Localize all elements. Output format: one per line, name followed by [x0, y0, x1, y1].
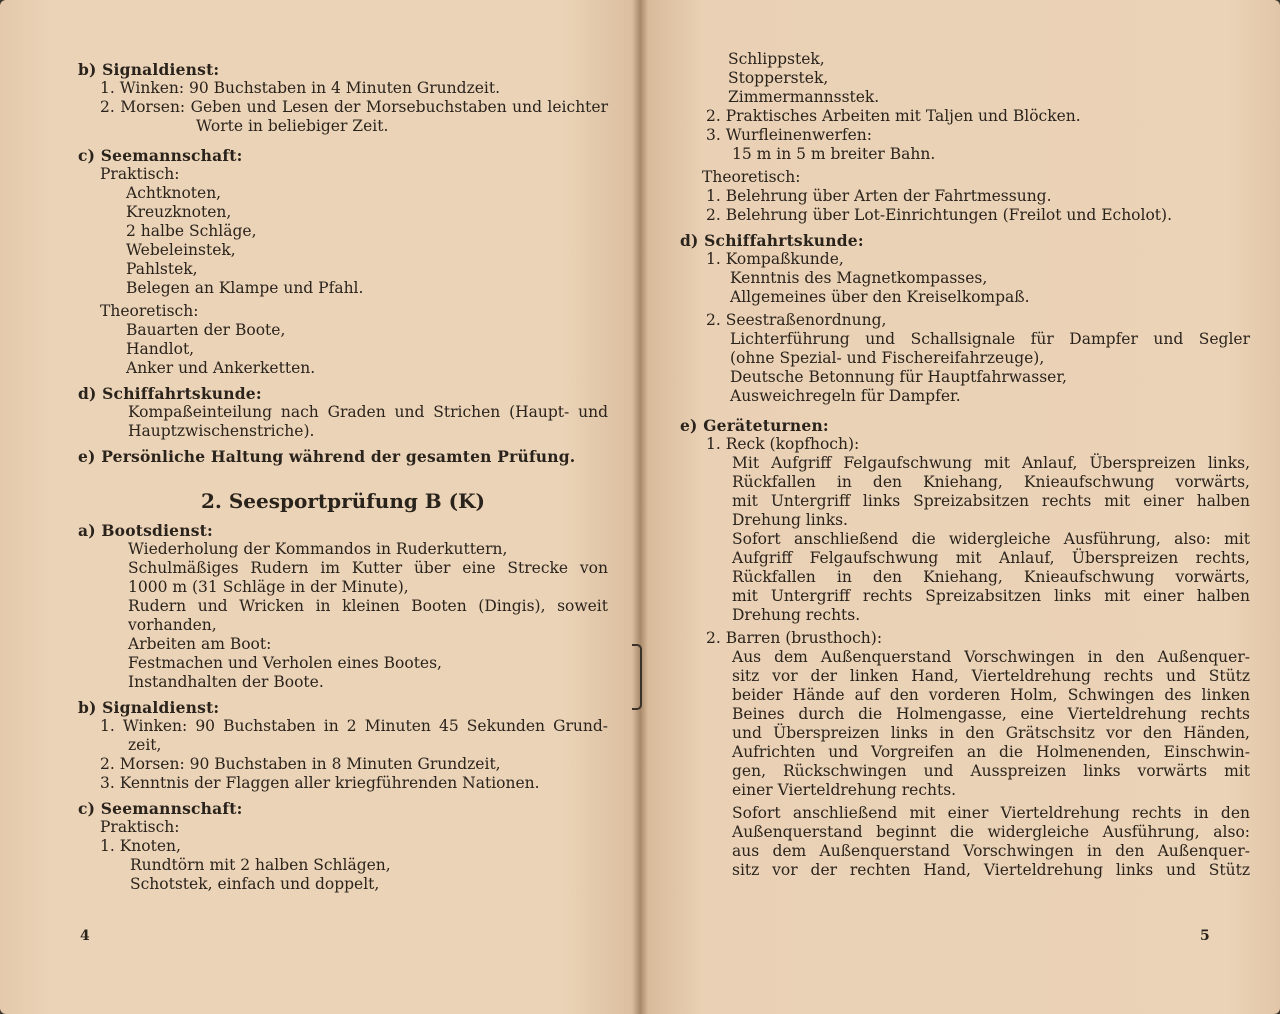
list-item: Bauarten der Boote, [126, 321, 286, 339]
paragraph-line: Aus dem Außenquerstand Vorschwingen in den Außenquer- [732, 648, 1250, 666]
paragraph-line: Lichterführung und Schallsignale für Dampfer und Segler [730, 330, 1250, 348]
subheading: Theoretisch: [702, 168, 801, 186]
left-page-content [78, 54, 608, 894]
section-title: e) Persönliche Haltung während der gesamten Prüfung. [78, 447, 576, 466]
list-item: 1. Winken: 90 Buchstaben in 2 Minuten 45 Sekunden Grund- [100, 717, 608, 735]
right-page [640, 0, 1280, 1014]
section-title: b) Signaldienst: [78, 60, 220, 79]
list-item: Achtknoten, [126, 184, 222, 202]
list-item: 2. Barren (brusthoch): [706, 629, 883, 647]
paragraph-line: Schulmäßiges Rudern im Kutter über eine Strecke von [128, 559, 608, 577]
list-item: Schotstek, einfach und doppelt, [130, 875, 380, 893]
list-item: 2. Belehrung über Lot-Einrichtungen (Freilot und Echolot). [706, 206, 1173, 224]
list-item: 1. Winken: 90 Buchstaben in 4 Minuten Grundzeit. [100, 79, 501, 97]
paragraph-line: vorhanden, [128, 616, 217, 634]
list-item: 1. Belehrung über Arten der Fahrtmessung. [706, 187, 1052, 205]
page-number: 4 [80, 928, 90, 944]
list-item: 3. Kenntnis der Flaggen aller kriegführenden Nationen. [100, 774, 540, 792]
list-item: Handlot, [126, 340, 195, 358]
list-item: Pahlstek, [126, 260, 198, 278]
list-item: Belegen an Klampe und Pfahl. [126, 279, 364, 297]
paragraph-line: Beines durch die Holmengasse, eine Vierteldrehung rechts [732, 705, 1250, 723]
paragraph-line: Außenquerstand beginnt die widergleiche Ausführung, also: [732, 823, 1250, 841]
paragraph-line: Festmachen und Verholen eines Bootes, [128, 654, 442, 672]
paragraph-line: gen, Rückschwingen und Ausspreizen links vorwärts mit [732, 762, 1250, 780]
kompass-list [702, 269, 1250, 307]
list-item: 2. Morsen: Geben und Lesen der Morsebuchstaben und leichter [100, 98, 608, 116]
list-item-continuation: Worte in beliebiger Zeit. [196, 117, 389, 135]
paragraph-line: Kompaßeinteilung nach Graden und Strichen (Haupt- und [128, 403, 608, 421]
list-item: Anker und Ankerketten. [126, 359, 316, 377]
section-title: d) Schiffahrtskunde: [680, 231, 864, 250]
praktisch-list [78, 184, 608, 298]
paragraph-line: Aufgriff Felgaufschwung mit Anlauf, Überspreizen rechts, [732, 549, 1250, 567]
knoten-list-continued [702, 50, 1250, 107]
list-item: Kreuzknoten, [126, 203, 232, 221]
list-item: 1. Kompaßkunde, [706, 250, 844, 268]
paragraph-line: Drehung rechts. [732, 606, 861, 624]
paragraph-line: Instandhalten der Boote. [128, 673, 324, 691]
section-title: e) Geräteturnen: [680, 416, 829, 435]
section-title: a) Bootsdienst: [78, 521, 213, 540]
paragraph-line: Rückfallen in den Kniehang, Knieaufschwung vorwärts, [732, 473, 1250, 491]
paragraph-line: mit Untergriff links Spreizabsitzen rechts mit einer halben [732, 492, 1250, 510]
list-item: Allgemeines über den Kreiselkompaß. [730, 288, 1030, 306]
list-item-continuation: 15 m in 5 m breiter Bahn. [732, 145, 936, 163]
list-item: 1. Reck (kopfhoch): [706, 435, 860, 453]
section-title: c) Seemannschaft: [78, 799, 243, 818]
paragraph-line: Deutsche Betonnung für Hauptfahrwasser, [730, 368, 1067, 386]
paragraph-line: Sofort anschließend die widergleiche Ausführung, also: mit [732, 530, 1250, 548]
list-item-continuation: zeit, [128, 736, 162, 754]
section-title: b) Signaldienst: [78, 698, 220, 717]
paragraph-line: sitz vor der linken Hand, Vierteldrehung rechts und Stütz [732, 667, 1250, 685]
chapter-heading: 2. Seesportprüfung B (K) [201, 489, 485, 513]
subheading: Praktisch: [100, 165, 180, 183]
paragraph-line: Wiederholung der Kommandos in Ruderkuttern, [128, 540, 508, 558]
subheading: Praktisch: [100, 818, 180, 836]
list-item: 2. Seestraßenordnung, [706, 311, 887, 329]
paragraph-line: Arbeiten am Boot: [128, 635, 272, 653]
knoten-list [78, 856, 608, 894]
staple [632, 644, 642, 710]
list-item: 2. Morsen: 90 Buchstaben in 8 Minuten Grundzeit, [100, 755, 501, 773]
paragraph-line: sitz vor der rechten Hand, Vierteldrehung links und Stütz [732, 861, 1250, 879]
subheading: Theoretisch: [100, 302, 199, 320]
list-item: Webeleinstek, [126, 241, 236, 259]
paragraph-line: (ohne Spezial- und Fischereifahrzeuge), [730, 349, 1045, 367]
paragraph-line: und Überspreizen links in den Grätschsitz vor den Händen, [732, 724, 1250, 742]
list-item: 2 halbe Schläge, [126, 222, 257, 240]
theoretisch-list [78, 321, 608, 378]
paragraph-line: Drehung links. [732, 511, 848, 529]
book-gutter [632, 0, 648, 1014]
list-item: Schlippstek, [728, 50, 825, 68]
seestrassen-lines [702, 330, 1250, 406]
paragraph-line: Mit Aufgriff Felgaufschwung mit Anlauf, Überspreizen links, [732, 454, 1250, 472]
list-item: Kenntnis des Magnetkompasses, [730, 269, 988, 287]
page-number: 5 [1200, 928, 1210, 944]
paragraph-line: Sofort anschließend mit einer Vierteldrehung rechts in den [732, 804, 1250, 822]
paragraph-line: mit Untergriff rechts Spreizabsitzen links mit einer halben [732, 587, 1250, 605]
paragraph-line: 1000 m (31 Schläge in der Minute), [128, 578, 409, 596]
barren-lines [702, 648, 1250, 800]
paragraph-line: Ausweichregeln für Dampfer. [730, 387, 961, 405]
paragraph-line: Aufrichten und Vorgreifen an die Holmenenden, Einschwin- [732, 743, 1250, 761]
list-item: 3. Wurfleinenwerfen: [706, 126, 872, 144]
list-item: Rundtörn mit 2 halben Schlägen, [130, 856, 391, 874]
paragraph-line: Rudern und Wricken in kleinen Booten (Dingis), soweit [128, 597, 608, 615]
list-item: Zimmermannsstek. [728, 88, 880, 106]
bootsdienst-lines [78, 540, 608, 692]
reck-lines [702, 454, 1250, 625]
paragraph-line: einer Vierteldrehung rechts. [732, 781, 957, 799]
list-item: Stopperstek, [728, 69, 829, 87]
barren-lines-continued [702, 804, 1250, 880]
list-item: 1. Knoten, [100, 837, 181, 855]
paragraph-line: aus dem Außenquerstand Vorschwingen in den Außenquer- [732, 842, 1250, 860]
paragraph-line: beider Hände auf den vorderen Holm, Schwingen des linken [732, 686, 1250, 704]
paragraph-line: Rückfallen in den Kniehang, Knieaufschwung vorwärts, [732, 568, 1250, 586]
section-title: d) Schiffahrtskunde: [78, 384, 262, 403]
section-title: c) Seemannschaft: [78, 146, 243, 165]
paragraph-line: Hauptzwischenstriche). [128, 422, 315, 440]
right-page-content [680, 50, 1250, 880]
list-item: 2. Praktisches Arbeiten mit Taljen und Blöcken. [706, 107, 1081, 125]
